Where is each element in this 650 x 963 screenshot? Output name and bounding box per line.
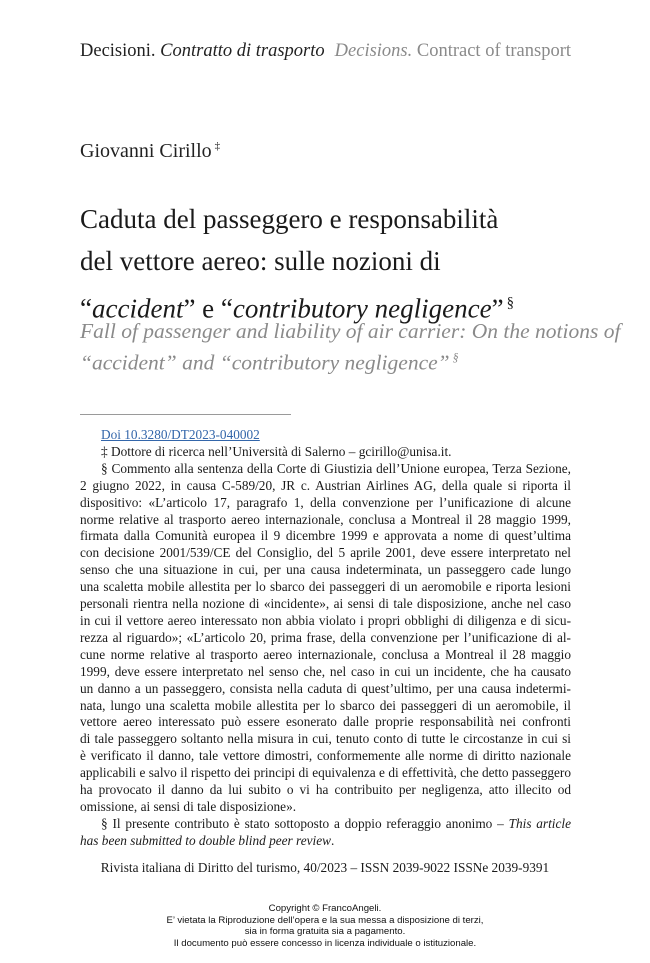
comment-line: senso che una situazione in cui, per una causa indeterminata, un passeggero cade lungo	[80, 562, 571, 578]
section-topic-english: Contract of transport	[416, 41, 571, 61]
comment-line: ha provocato il danno da lui subito o vi ha contribuito per negligenza, atto illecito od	[80, 782, 571, 798]
author-name: Giovanni Cirillo	[80, 140, 212, 162]
review-line-2	[80, 833, 571, 850]
title-line-1: Caduta del passeggero e responsabilità	[80, 204, 499, 234]
comment-line: è verificato il danno, tale vettore dimostri, conformemente alle norme di diritto nazionale	[80, 748, 571, 764]
subtitle-line-2	[80, 344, 590, 375]
comment-line: personali rientra nella nozione di «incidente», ai sensi di tale disposizione, anche nel caso	[80, 596, 571, 612]
author-footnote-mark: ‡	[214, 140, 221, 153]
article-subtitle-english	[80, 318, 621, 375]
comment-line: norme relative al trasporto aereo internazionale, conclusa a Montreal il 28 maggio 1999,	[80, 511, 571, 527]
author	[80, 140, 220, 163]
footnote-author: ‡ Dottore di ricerca nell’Università di Salerno – gcirillo@unisa.it.	[101, 443, 452, 459]
title-line-2: del vettore aereo: sulle nozioni di	[80, 246, 441, 276]
comment-line: in cui il vettore aereo interessato non abbia violato i propri obblighi di diligenza e di sicu-	[80, 612, 571, 628]
journal-footer: Rivista italiana di Diritto del turismo, 40/2023 – ISSN 2039-9022 ISSNe 2039-9391	[100, 860, 550, 875]
article-title	[80, 198, 590, 329]
footnote-review	[80, 816, 571, 850]
section-label-english: Decisions.	[334, 41, 413, 61]
title-conjunction: ” e “	[183, 293, 233, 324]
copyright-line-4: Il documento può essere concesso in licenza individuale o istituzionale.	[173, 937, 477, 949]
review-line-1	[80, 816, 571, 833]
comment-line: cune norme relative al trasporto aereo internazionale, conclusa a Montreal il 28 maggio	[80, 646, 571, 662]
copyright-line-3: sia in forma gratuita sia a pagamento.	[244, 926, 406, 937]
subtitle-footnote-mark: §	[452, 350, 459, 364]
copyright-line-2: E’ vietata la Riproduzione dell’opera e la sua messa a disposizione di terzi,	[166, 914, 484, 926]
comment-line: § Commento alla sentenza della Corte di Giustizia dell’Unione europea, Terza Sezione,	[101, 460, 571, 476]
subtitle-line-2-text: “accident” and “contributory negligence”	[80, 350, 450, 375]
review-end: .	[331, 832, 335, 848]
comment-line: nata, lungo una scaletta mobile allestita per lo sbarco dei passeggeri di un aeromobile, il	[80, 697, 571, 713]
section-label: Decisioni.	[80, 41, 156, 61]
comment-line: un danno a un passeggero, consista nella caduta di quest’ultimo, per una causa indetermi-	[80, 680, 571, 696]
comment-line: 2 giugno 2022, in causa C-589/20, JR c. Austrian Airlines AG, della quale si riporta il	[80, 477, 571, 493]
footnote-separator	[80, 414, 291, 415]
comment-line: di tale passeggero soltanto nella misura in cui, tenuto conto di tutte le circostanze in cui si	[80, 731, 571, 747]
comment-line: 1999, deve essere interpretato nel senso che, nel caso in cui un incidente, che ha causato	[80, 663, 571, 679]
footnote-comment	[80, 461, 571, 816]
title-term-accident: accident	[91, 293, 184, 324]
title-quote-close: ”	[491, 293, 504, 324]
section-topic: Contratto di trasporto	[160, 41, 325, 61]
footnotes	[80, 427, 571, 850]
comment-line: vettore aereo interessato può essere esonerato dalle proprie responsabilità nei confronti	[80, 714, 571, 730]
running-header-left	[80, 41, 325, 62]
comment-line: con decisione 2001/539/CE del Consiglio, del 5 aprile 2001, deve essere interpretato nel	[80, 545, 571, 561]
subtitle-line-1: Fall of passenger and liability of air carrier: On the notions of	[80, 319, 621, 343]
title-footnote-mark: §	[506, 295, 514, 311]
copyright-line-1: Copyright © FrancoAngeli.	[268, 903, 382, 914]
comment-line: firmata dalla Comunità europea il 9 dicembre 1999 e approvata a nome di quest’ultima	[80, 528, 571, 544]
comment-line: dispositivo: «L’articolo 17, paragrafo 1, della convenzione per l’unificazione di alcune	[80, 494, 571, 510]
title-term-negligence: contributory negligence	[232, 293, 492, 324]
review-text-english-1: This article	[508, 815, 571, 831]
running-header-right	[335, 41, 571, 62]
copyright-notice	[0, 903, 650, 949]
comment-line: applicabili e salvo il rispetto dei principi di equivalenza e di effettività, che detto passeggero	[80, 765, 571, 781]
review-text-english-2: has been submitted to double blind peer review	[80, 832, 331, 848]
comment-line: omissione, ai sensi di tale disposizione».	[80, 798, 297, 814]
comment-line: rezza al riguardo»; «L’articolo 20, prima frase, della convenzione per l’unificazione di al-	[80, 629, 571, 645]
title-quote-open: “	[80, 293, 92, 324]
doi-link[interactable]: Doi 10.3280/DT2023-040002	[101, 427, 260, 442]
comment-line: una scaletta mobile allestita per lo sbarco dei passeggeri di un aeromobile e riporta lesioni	[80, 579, 571, 595]
review-text: § Il presente contributo è stato sottoposto a doppio referaggio anonimo –	[101, 815, 504, 831]
